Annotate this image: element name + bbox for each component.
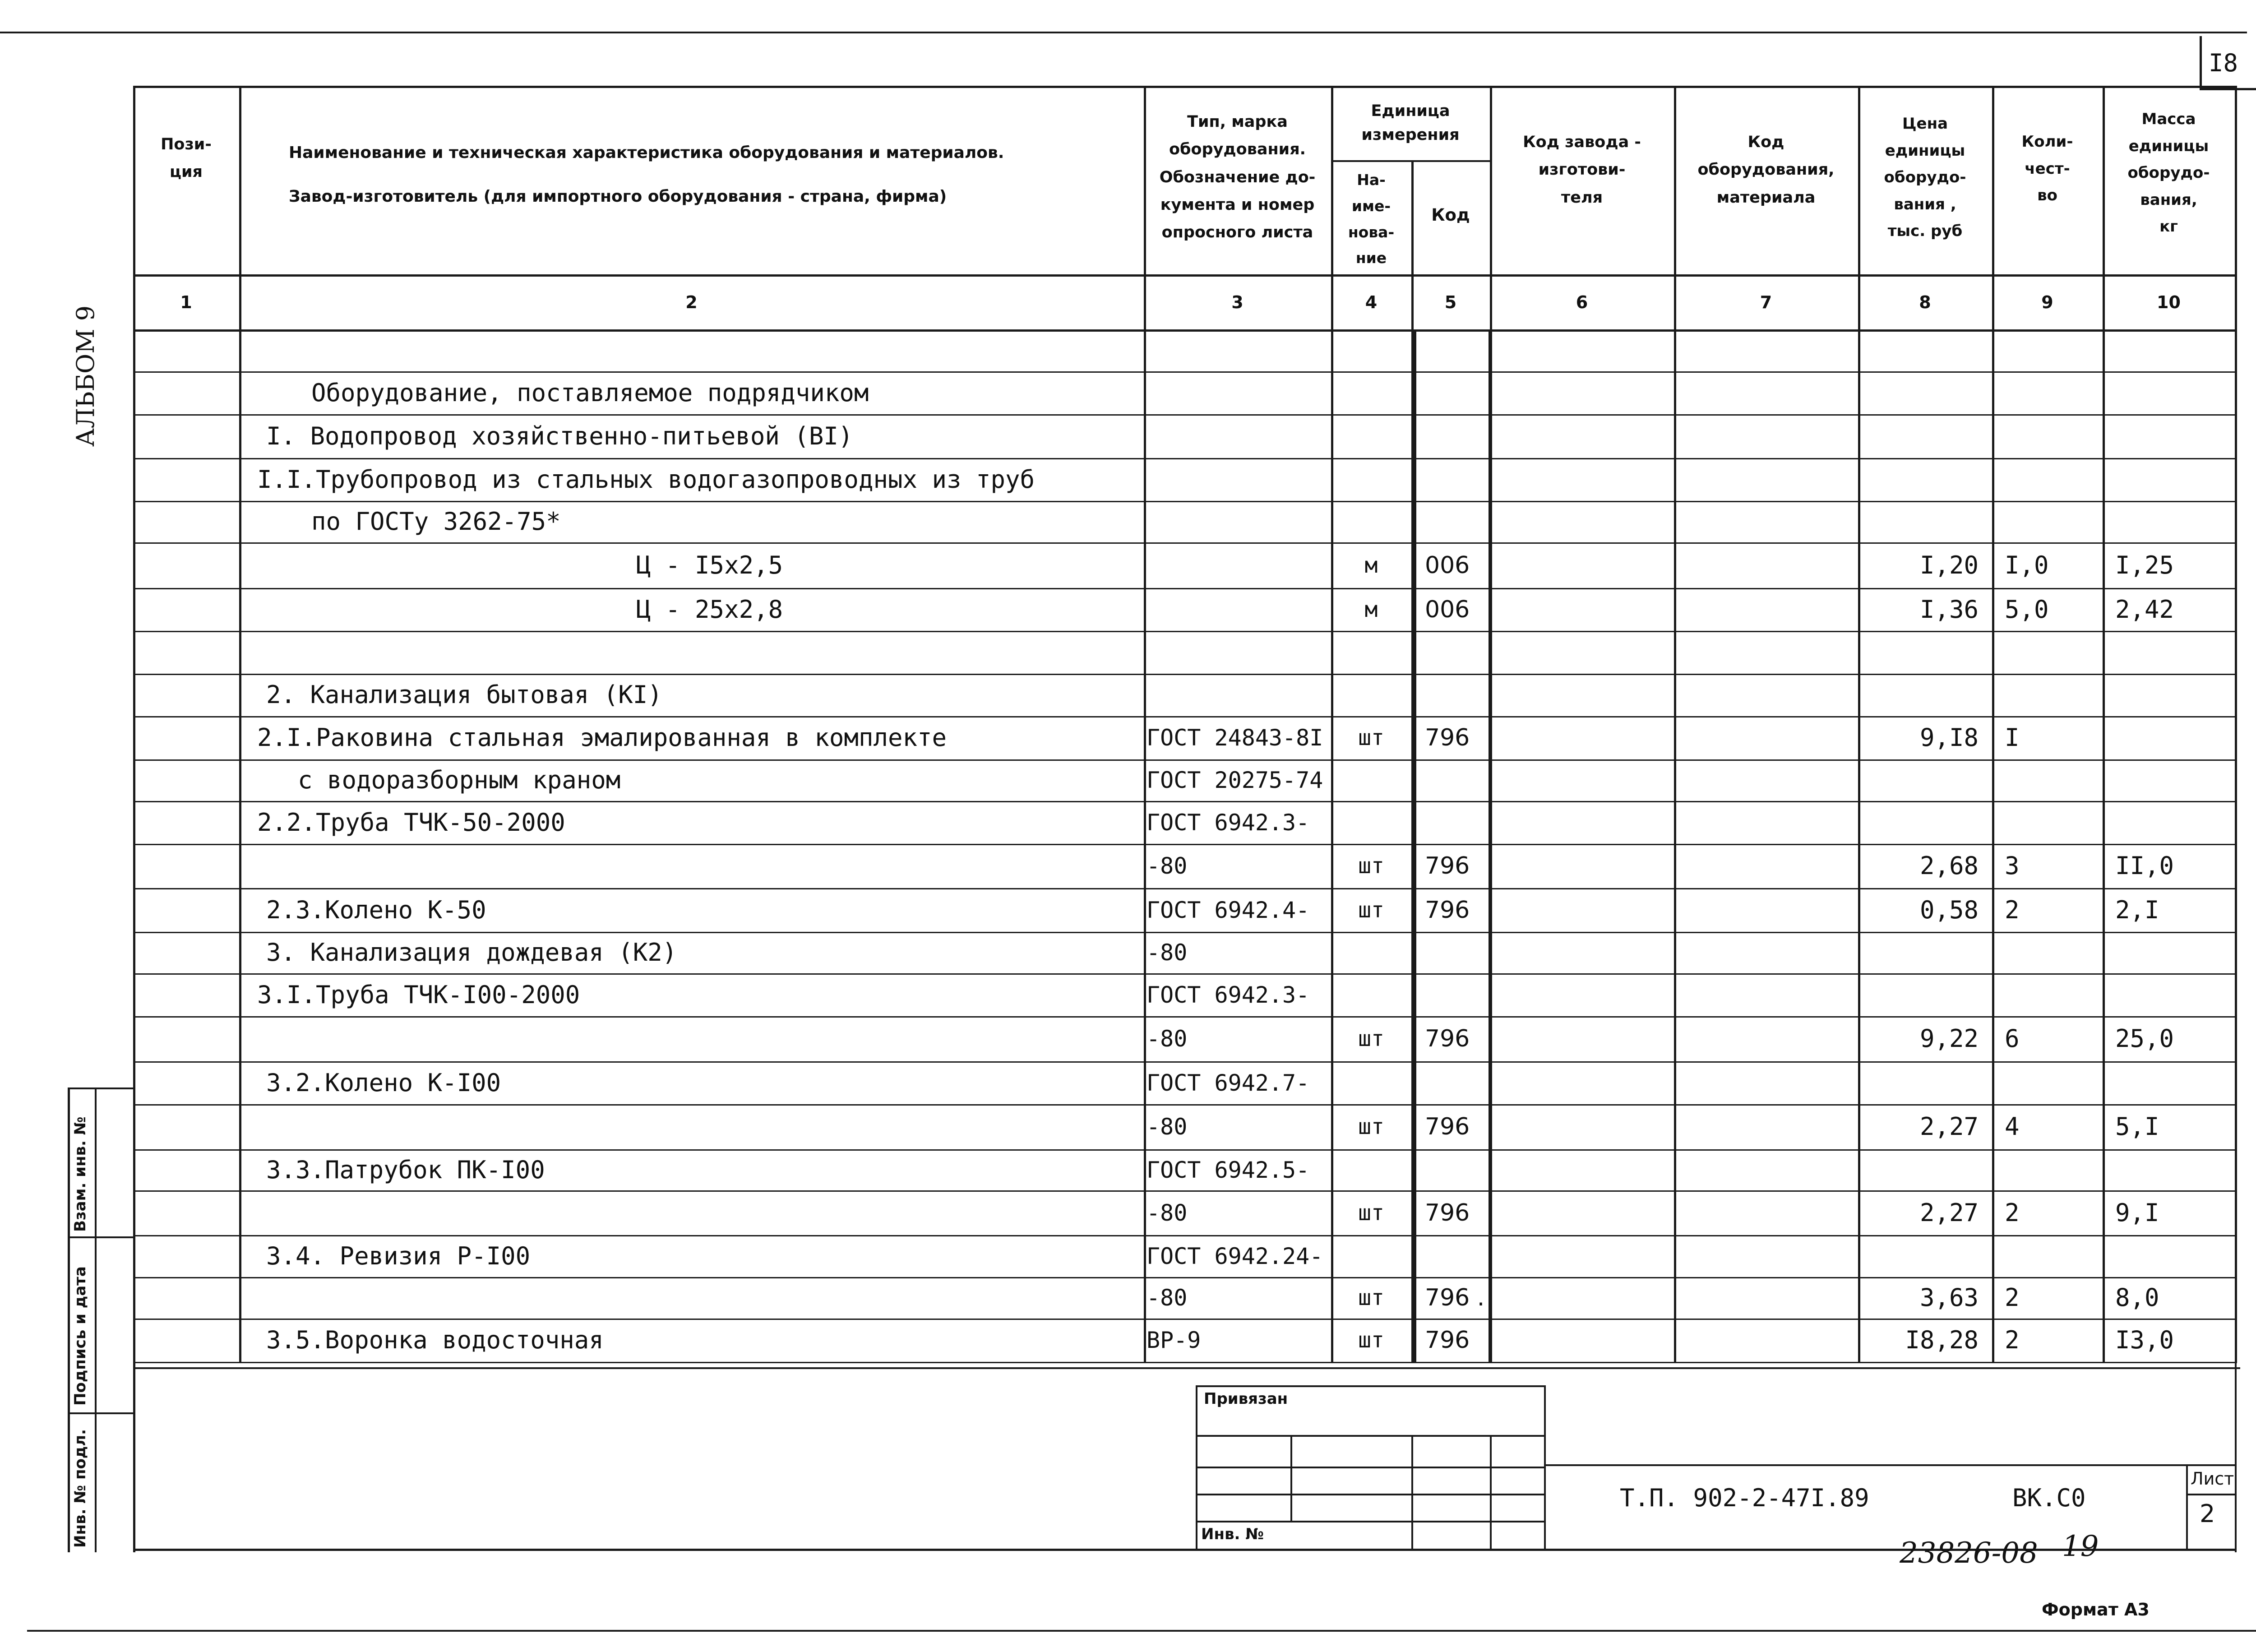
column-header-2: Наименование и техническая характеристика оборудования и материалов. Завод-изготовитель (для импортного оборудования - страна, фирма) (289, 143, 1004, 206)
row-unit: шт (1358, 897, 1384, 923)
row-name: 3.5.Воронка водосточная (266, 1326, 604, 1354)
row-unit: шт (1358, 1114, 1384, 1139)
row-mass: II,0 (2115, 851, 2174, 880)
row-mass: 8,0 (2115, 1283, 2159, 1312)
sheet-box-left (2200, 36, 2202, 90)
header-bottom-line (133, 274, 2237, 277)
column-number-7: 7 (1760, 292, 1772, 312)
top-border-line (0, 32, 2247, 33)
format-label: Формат А3 (2042, 1600, 2150, 1620)
column-number-4: 4 (1365, 292, 1378, 312)
row-qty: 4 (2005, 1112, 2020, 1141)
row-line (133, 501, 2237, 502)
row-unit: шт (1358, 1285, 1384, 1310)
row-line (133, 588, 2237, 589)
column-number-6: 6 (1576, 292, 1588, 312)
row-type: ГОСТ 6942.24- (1146, 1243, 1323, 1269)
row-type: -80 (1146, 1285, 1188, 1311)
row-line (133, 371, 2237, 373)
row-type: -80 (1146, 939, 1188, 966)
row-line (133, 631, 2237, 632)
stamp-line (1196, 1385, 1197, 1550)
left-frame-line (133, 1362, 135, 1552)
row-name: 3.3.Патрубок ПК-I00 (266, 1155, 545, 1184)
handwritten-page: 19 (2062, 1530, 2099, 1563)
row-price: I,20 (1919, 551, 1979, 579)
side-stamp-vzam: Взам. инв. № (71, 1116, 89, 1232)
bottom-border-line (27, 1630, 2256, 1632)
row-code: 796 (1425, 724, 1470, 751)
stamp-inv-no: Инв. № (1201, 1525, 1264, 1543)
row-price: 3,63 (1919, 1283, 1979, 1312)
row-type: BP-9 (1146, 1327, 1201, 1353)
row-type: ГОСТ 24843-8I (1146, 725, 1323, 751)
row-unit: шт (1358, 1026, 1384, 1051)
row-line (133, 542, 2237, 544)
stamp-line (1411, 1435, 1413, 1550)
side-stamp-inv: Инв. № подл. (71, 1429, 89, 1548)
row-line (133, 932, 2237, 933)
row-qty: I,0 (2005, 551, 2049, 579)
column-header-10: Масса единицы оборудо- вания, кг (2127, 110, 2210, 236)
row-qty: 2 (2005, 1326, 2020, 1354)
row-name: по ГОСТу 3262-75* (311, 507, 561, 536)
row-line (133, 1190, 2237, 1192)
row-line (133, 716, 2237, 717)
column-header-5: Код (1431, 205, 1470, 225)
column-header-4: На- име- нова- ние (1348, 171, 1395, 267)
row-unit: шт (1358, 853, 1384, 879)
column-line (2235, 86, 2237, 1362)
row-name: I. Водопровод хозяйственно-питьевой (BI) (266, 421, 853, 450)
row-line (133, 973, 2237, 975)
stamp-list-number: 2 (2200, 1499, 2215, 1528)
row-qty: I (2005, 723, 2020, 752)
row-unit: м (1364, 597, 1378, 622)
stamp-line (1544, 1464, 2237, 1466)
row-code: 796 (1425, 1199, 1470, 1226)
row-line (133, 414, 2237, 416)
row-type: -80 (1146, 1026, 1188, 1052)
row-line (133, 1104, 2237, 1106)
row-price: 0,58 (1919, 895, 1979, 924)
column-header-7: Код оборудования, материала (1697, 133, 1835, 207)
row-name: 2.3.Колено К-50 (266, 895, 486, 924)
side-stamp-podpis: Подпись и дата (71, 1266, 89, 1406)
stamp-line (2186, 1494, 2237, 1495)
sheet-box-bottom (2200, 88, 2256, 90)
row-type: -80 (1146, 1199, 1188, 1226)
row-line (133, 458, 2237, 459)
row-name: 3. Канализация дождевая (К2) (266, 938, 677, 967)
side-stamp-line (68, 1412, 133, 1414)
row-line (133, 801, 2237, 802)
row-line (133, 888, 2237, 889)
stamp-line (1544, 1385, 1546, 1550)
row-price: I8,28 (1905, 1326, 1979, 1354)
row-code: 006 (1425, 596, 1470, 623)
row-mass: 2,42 (2115, 595, 2174, 624)
row-type: ГОСТ 20275-74 (1146, 767, 1323, 793)
unit-group-header: Единица измерения (1361, 102, 1460, 144)
row-price: 2,68 (1919, 851, 1979, 880)
row-name: Ц - 25x2,8 (636, 595, 783, 624)
row-mass: 25,0 (2115, 1024, 2174, 1053)
row-name: I.I.Трубопровод из стальных водогазопроводных из труб (257, 465, 1035, 494)
row-unit: шт (1358, 725, 1384, 750)
row-line (133, 1016, 2237, 1018)
row-type: -80 (1146, 853, 1188, 879)
stamp-line (1196, 1467, 1545, 1468)
row-name: Оборудование, поставляемое подрядчиком (311, 378, 869, 407)
sheet-number-top: I8 (2209, 49, 2238, 77)
column-number-8: 8 (1919, 292, 1931, 312)
code-column-bold-line (1413, 329, 1416, 1362)
row-price: 9,22 (1919, 1024, 1979, 1053)
row-type: -80 (1146, 1114, 1188, 1140)
column-header-6: Код завода - изготови- теля (1523, 133, 1641, 207)
column-number-9: 9 (2041, 292, 2053, 312)
row-mass: I,25 (2115, 551, 2174, 579)
row-mass: 9,I (2115, 1198, 2159, 1227)
row-line (133, 759, 2237, 761)
row-line (133, 1319, 2237, 1320)
stamp-list-label: Лист (2191, 1469, 2234, 1489)
row-qty: 6 (2005, 1024, 2020, 1053)
row-line (133, 844, 2237, 845)
row-qty: 2 (2005, 895, 2020, 924)
row-mass: 5,I (2115, 1112, 2159, 1141)
row-line (133, 1061, 2237, 1063)
row-code: 006 (1425, 551, 1470, 579)
side-stamp-line (68, 1087, 133, 1089)
stamp-line (1290, 1435, 1292, 1521)
stamp-mark: ВК.С0 (2012, 1484, 2086, 1512)
row-code: 796 (1425, 852, 1470, 879)
row-mass: I3,0 (2115, 1326, 2174, 1354)
row-line (133, 1362, 2237, 1363)
number-row-bottom-line (133, 329, 2237, 332)
side-stamp-line (95, 1087, 97, 1552)
row-code: 796 (1425, 1025, 1470, 1052)
column-line (1674, 86, 1676, 1362)
stamp-line (1196, 1435, 1545, 1437)
side-stamp-line (68, 1087, 70, 1552)
row-unit: м (1364, 552, 1378, 578)
row-type: ГОСТ 6942.3- (1146, 981, 1310, 1008)
stamp-privyazan: Привязан (1204, 1390, 1288, 1408)
row-unit: шт (1358, 1328, 1384, 1353)
column-number-2: 2 (685, 292, 698, 312)
stamp-line (1196, 1521, 1545, 1522)
stamp-line (2186, 1464, 2188, 1550)
row-line (133, 674, 2237, 675)
row-code: 796 (1425, 1327, 1470, 1354)
stamp-line (1490, 1435, 1492, 1550)
row-type: ГОСТ 6942.5- (1146, 1157, 1310, 1183)
side-album-label: АЛЬБОМ 9 (71, 305, 100, 447)
row-line (133, 1277, 2237, 1278)
row-code: 796 (1425, 896, 1470, 924)
row-qty: 3 (2005, 851, 2020, 880)
column-line (1144, 86, 1146, 1362)
column-number-10: 10 (2157, 292, 2181, 312)
row-name: с водоразборным краном (298, 766, 621, 794)
column-line (2103, 86, 2105, 1362)
row-code: 796 (1425, 1113, 1470, 1140)
right-frame-line (2235, 1362, 2237, 1552)
stamp-project: Т.П. 902-2-47I.89 (1620, 1484, 1869, 1512)
row-price: 9,I8 (1919, 723, 1979, 752)
row-mass: 2,I (2115, 895, 2159, 924)
row-code: 796 . (1425, 1284, 1485, 1311)
stamp-line (1196, 1494, 1545, 1495)
row-name: 2.2.Труба ТЧК-50-2000 (257, 808, 565, 837)
column-header-3: Тип, марка оборудования. Обозначение до- кумента и номер опросного листа (1159, 113, 1316, 241)
row-line (133, 1149, 2237, 1151)
row-type: ГОСТ 6942.3- (1146, 809, 1310, 836)
row-price: 2,27 (1919, 1112, 1979, 1141)
side-stamp-line (68, 1236, 133, 1238)
column-header-1: Пози- ция (161, 135, 212, 181)
column-line (239, 86, 241, 1362)
row-name: Ц - I5x2,5 (636, 551, 783, 579)
column-line (1992, 86, 1994, 1362)
row-unit: шт (1358, 1200, 1384, 1226)
column-line (133, 86, 135, 1362)
unit-group-line (1331, 160, 1490, 162)
row-qty: 2 (2005, 1283, 2020, 1312)
row-qty: 2 (2005, 1198, 2020, 1227)
row-price: I,36 (1919, 595, 1979, 624)
row-name: 2. Канализация бытовая (KI) (266, 680, 662, 709)
handwritten-number: 23826-08 (1900, 1536, 2038, 1570)
row-name: 2.I.Раковина стальная эмалированная в комплекте (257, 723, 947, 752)
row-name: 3.2.Колено К-I00 (266, 1068, 501, 1097)
column-header-9: Коли- чест- во (2021, 133, 2073, 204)
row-type: ГОСТ 6942.4- (1146, 897, 1310, 923)
row-type: ГОСТ 6942.7- (1146, 1069, 1310, 1096)
row-name: 3.I.Труба ТЧК-I00-2000 (257, 980, 580, 1009)
row-name: 3.4. Ревизия Р-I00 (266, 1241, 531, 1270)
row-qty: 5,0 (2005, 595, 2049, 624)
stamp-line (1196, 1385, 1545, 1387)
table-top-line (133, 86, 2237, 88)
column-number-5: 5 (1444, 292, 1457, 312)
table-bottom-line (133, 1367, 2240, 1369)
column-header-8: Цена единицы оборудо- вания , тыс. руб (1884, 115, 1966, 240)
column-number-1: 1 (180, 292, 192, 312)
row-line (133, 1235, 2237, 1236)
column-number-3: 3 (1231, 292, 1244, 312)
row-price: 2,27 (1919, 1198, 1979, 1227)
